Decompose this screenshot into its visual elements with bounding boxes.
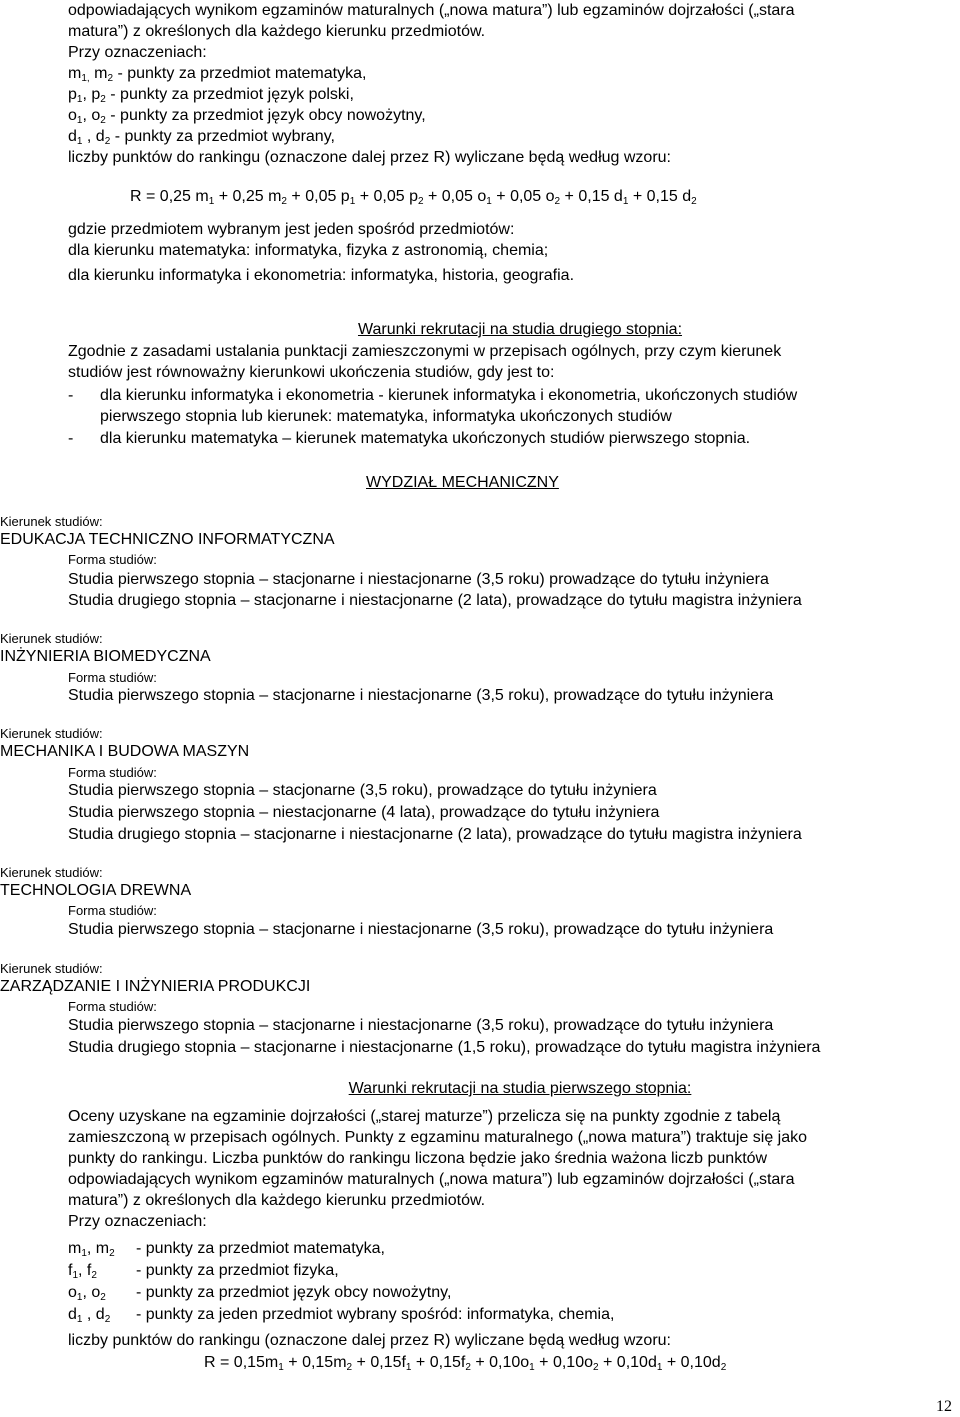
forma-label-3: Forma studiów: xyxy=(68,765,157,780)
list-dash-2: - xyxy=(68,430,74,447)
var-p-line: $p_1$, $p_2$ - punkty za przedmiot język polski, xyxy=(68,86,354,105)
intro-line-2: matura”) z określonych dla każdego kierunku przedmiotów. xyxy=(68,23,486,40)
przy-oznaczeniach: Przy oznaczeniach: xyxy=(68,44,207,61)
list-item-1-line-1: dla kierunku informatyka i ekonometria - kierunek informatyka i ekonometria, ukończonych studiów xyxy=(100,387,798,404)
program-name-2: INŻYNIERIA BIOMEDYCZNA xyxy=(0,648,211,665)
program-name-4: TECHNOLOGIA DREWNA xyxy=(0,882,192,899)
kierunek-label-2: Kierunek studiów: xyxy=(0,631,103,646)
page-number: 12 xyxy=(936,1398,952,1415)
first-degree-heading: Warunki rekrutacji na studia pierwszego stopnia: xyxy=(348,1080,692,1097)
list-item-2: dla kierunku matematyka – kierunek matematyka ukończonych studiów pierwszego stopnia. xyxy=(100,430,751,447)
first-para-line-1: Oceny uzyskane na egzaminie dojrzałości („starej maturze”) przelicza się na punkty zgodnie z tabelą xyxy=(68,1108,781,1125)
forma-label-2: Forma studiów: xyxy=(68,670,157,685)
first-przy-oznaczeniach: Przy oznaczeniach: xyxy=(68,1213,207,1230)
formula-1: R = 0,25 $m_1 + 0,25$ $m_2 + 0,05$ $p_1 + 0,05$ $p_2 + 0,05$ $o_1 + 0,05$ $o_2 + 0,15$ $d_1 + 0,15$ $d_2$ xyxy=(130,188,697,207)
form-item-5-2: Studia drugiego stopnia – stacjonarne i niestacjonarne (1,5 roku), prowadzące do tytułu magistra inżyniera xyxy=(68,1039,821,1056)
list-item-1-line-2: pierwszego stopnia lub kierunek: matematyka, informatyka ukończonych studiów xyxy=(100,408,672,425)
first-var-m-text: - punkty za przedmiot matematyka, xyxy=(136,1240,385,1257)
form-item-1-1: Studia pierwszego stopnia – stacjonarne i niestacjonarne (3,5 roku) prowadzące do tytułu inżyniera xyxy=(68,571,769,588)
second-para-line-1: Zgodnie z zasadami ustalania punktacji zamieszczonymi w przepisach ogólnych, przy czym kierunek xyxy=(68,343,782,360)
second-para-line-2: studiów jest równoważny kierunkowi ukończenia studiów, gdy jest to: xyxy=(68,364,555,381)
first-var-o: $o_1$, $o_2$ xyxy=(68,1284,106,1303)
kierunek-label-5: Kierunek studiów: xyxy=(0,961,103,976)
kierunek-label-1: Kierunek studiów: xyxy=(0,514,103,529)
var-d-line: $d_1$ , $d_2$ - punkty za przedmiot wybrany, xyxy=(68,128,335,147)
formula-2: $R = 0,15m_1 + 0,15m_2 + 0,15f_1 + 0,15f_2 + 0,10o_1 + 0,10o_2 + 0,10d_1 + 0,10d_2$ xyxy=(204,1354,727,1373)
first-degree-para xyxy=(68,1106,958,1232)
var-m-line: $m_{1,}$ $m_2$ - punkty za przedmiot matematyka, xyxy=(68,65,367,84)
form-item-4-1: Studia pierwszego stopnia – stacjonarne i niestacjonarne (3,5 roku), prowadzące do tytułu inżyniera xyxy=(68,921,774,938)
kierunek-label-3: Kierunek studiów: xyxy=(0,726,103,741)
form-item-5-1: Studia pierwszego stopnia – stacjonarne i niestacjonarne (3,5 roku), prowadzące do tytułu inżyniera xyxy=(68,1017,774,1034)
kierunek-label-4: Kierunek studiów: xyxy=(0,865,103,880)
first-var-o-text: - punkty za przedmiot język obcy nowożytny, xyxy=(136,1284,452,1301)
first-para-line-3: punkty do rankingu. Liczba punktów do rankingu liczona będzie jako średnia ważona liczb punktów xyxy=(68,1150,768,1167)
first-var-d: $d_1$ , $d_2$ xyxy=(68,1306,111,1325)
dla-informatyka-line: dla kierunku informatyka i ekonometria: informatyka, historia, geografia. xyxy=(68,267,575,284)
var-o-line: $o_1$, $o_2$ - punkty za przedmiot język obcy nowożytny, xyxy=(68,107,426,126)
form-item-1-2: Studia drugiego stopnia – stacjonarne i niestacjonarne (2 lata), prowadzące do tytułu magistra inżyniera xyxy=(68,592,802,609)
second-degree-para xyxy=(68,341,958,383)
list-dash-1: - xyxy=(68,387,74,404)
second-degree-heading: Warunki rekrutacji na studia drugiego stopnia: xyxy=(357,321,683,338)
subjects-block xyxy=(68,219,958,286)
first-liczby-line: liczby punktów do rankingu (oznaczone dalej przez R) wyliczane będą według wzoru: xyxy=(68,1332,671,1349)
forma-label-4: Forma studiów: xyxy=(68,903,157,918)
first-var-f-text: - punkty za przedmiot fizyka, xyxy=(136,1262,339,1279)
program-name-1: EDUKACJA TECHNICZNO INFORMATYCZNA xyxy=(0,531,335,548)
forma-label-1: Forma studiów: xyxy=(68,552,157,567)
gdzie-line: gdzie przedmiotem wybranym jest jeden spośród przedmiotów: xyxy=(68,221,515,238)
form-item-3-1: Studia pierwszego stopnia – stacjonarne (3,5 roku), prowadzące do tytułu inżyniera xyxy=(68,782,657,799)
program-name-5: ZARZĄDZANIE I INŻYNIERIA PRODUKCJI xyxy=(0,978,311,995)
first-var-m: $m_1$, $m_2$ xyxy=(68,1240,115,1259)
intro-block xyxy=(68,0,958,168)
first-var-d-text: - punkty za jeden przedmiot wybrany spośród: informatyka, chemia, xyxy=(136,1306,615,1323)
intro-line-1: odpowiadających wynikom egzaminów maturalnych („nowa matura”) lub egzaminów dojrzałości („stara xyxy=(68,2,795,19)
first-para-line-5: matura”) z określonych dla każdego kierunku przedmiotów. xyxy=(68,1192,486,1209)
dla-matematyka-line: dla kierunku matematyka: informatyka, fizyka z astronomią, chemia; xyxy=(68,242,549,259)
faculty-title: WYDZIAŁ MECHANICZNY xyxy=(366,474,559,491)
first-var-f: $f_1$, $f_2$ xyxy=(68,1262,97,1281)
list-item-1 xyxy=(100,385,958,427)
forma-label-5: Forma studiów: xyxy=(68,999,157,1014)
form-item-3-2: Studia pierwszego stopnia – niestacjonarne (4 lata), prowadzące do tytułu inżyniera xyxy=(68,804,660,821)
first-para-line-4: odpowiadających wynikom egzaminów maturalnych („nowa matura”) lub egzaminów dojrzałości („stara xyxy=(68,1171,795,1188)
program-name-3: MECHANIKA I BUDOWA MASZYN xyxy=(0,743,250,760)
form-item-2-1: Studia pierwszego stopnia – stacjonarne i niestacjonarne (3,5 roku), prowadzące do tytułu inżyniera xyxy=(68,687,774,704)
liczby-line: liczby punktów do rankingu (oznaczone dalej przez R) wyliczane będą według wzoru: xyxy=(68,149,671,166)
form-item-3-3: Studia drugiego stopnia – stacjonarne i niestacjonarne (2 lata), prowadzące do tytułu magistra inżyniera xyxy=(68,826,802,843)
first-para-line-2: zamieszczoną w przepisach ogólnych. Punkty z egzaminu maturalnego („nowa matura”) traktuje się jako xyxy=(68,1129,808,1146)
